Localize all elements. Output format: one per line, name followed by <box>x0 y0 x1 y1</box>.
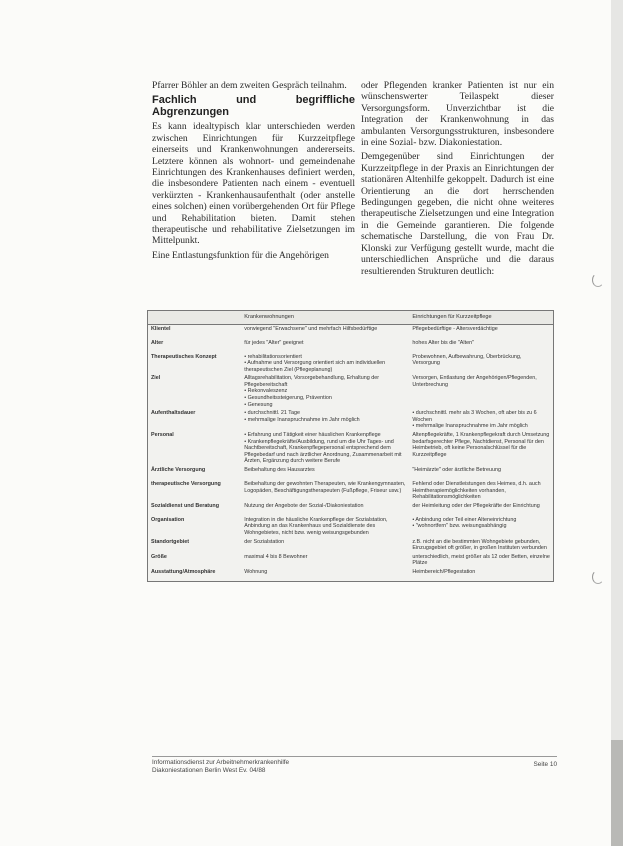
footer-publication: Informationsdienst zur Arbeitnehmerkrankenhilfe <box>152 759 290 766</box>
table-row <box>148 353 554 375</box>
row-label: Ziel <box>151 375 161 382</box>
cell-krankenwohnungen <box>241 466 409 480</box>
table-row <box>148 431 554 466</box>
table-row <box>148 502 554 516</box>
row-label: Klientel <box>151 326 171 332</box>
cell-line: • Anbindung oder Teil einer Alteneinrichtung <box>412 516 517 523</box>
table-row <box>148 568 554 582</box>
table-header-krankenwohnungen: Krankenwohnungen <box>241 311 409 325</box>
cell-krankenwohnungen <box>241 516 409 538</box>
cell-kurzzeitpflege <box>409 516 553 538</box>
cell-line: der Sozialstation <box>244 538 285 545</box>
cell-line: • Aufnahme und Versorgung orientiert sich am individuellen therapeutischen Ziel (Pflegeplanung) <box>244 360 386 373</box>
cell-line: der Heimleitung oder der Pflegekräfte der Einrichtung <box>412 502 540 509</box>
section-heading: Fachlich und begriffliche Abgrenzungen <box>152 94 355 119</box>
cell-krankenwohnungen <box>241 409 409 431</box>
left-text-column <box>152 80 355 264</box>
cell-krankenwohnungen <box>241 353 409 375</box>
cell-kurzzeitpflege <box>409 538 553 553</box>
cell-line: Alltagsrehabilitation, Vorsorgebehandlung, Erhaltung der Pflegebereitschaft <box>244 375 380 388</box>
cell-kurzzeitpflege <box>409 568 553 582</box>
cell-line: Heimbereich/Pflegestation <box>412 568 476 575</box>
table-row <box>148 339 554 353</box>
table-row <box>148 480 554 502</box>
cell-line: • durchschnittl. 21 Tage <box>244 410 300 417</box>
table-header-kurzzeitpflege: Einrichtungen für Kurzzeitpflege <box>409 311 553 325</box>
cell-line: • durchschnittl. mehr als 3 Wochen, oft aber bis zu 6 Wochen <box>412 410 537 423</box>
row-label: Standortgebiet <box>151 538 190 545</box>
row-label: Alter <box>151 339 164 346</box>
cell-kurzzeitpflege <box>409 353 553 375</box>
body-paragraph: Es kann idealtypisch klar unterschieden werden zwischen Einrichtungen für Kurzzeitpflege einerseits und Krankenwohnungen andererseits. Letztere können als wohnort- und gemeindenahe Einrichtungen des Krankenhauses definiert werden, die insbesondere Patienten nach einem - eventuell verkürzten - Krankenhausaufenthalt (oder anstelle eines solchen) einen vorübergehenden Ort für Pflege und Rehabilitation bieten. Damit stehen therapeutische und rehabilitative Zielsetzungen im Mittelpunkt. <box>152 121 355 247</box>
row-label: Ausstattung/Atmosphäre <box>151 568 216 575</box>
page-number: Seite 10 <box>533 761 557 768</box>
cell-line: • mehrmalige Inanspruchnahme im Jahr möglich <box>412 423 528 430</box>
cell-line: • Krankenpflegekräfte/Ausbildung, rund um die Uhr Tages- und Nachtbereitschaft, Krankenpflegepersonal entsprechend dem Pflegebedarf und nach ärztlicher Anordnung, Zusammenarbeit mit Ärzten, Ergänzung durch weitere Berufe <box>244 438 402 465</box>
table-row <box>148 553 554 568</box>
cell-line: Versorgen, Entlastung der Angehörigen/Pflegenden, Unterbrechung <box>412 375 537 388</box>
body-paragraph: oder Pflegenden kranker Patienten ist nur ein wünschenswerter Teilaspekt dieser Versorgungsform. Unverzichtbar ist die Integration der Krankenwohnung in das ambulanten Versorgungsstrukturen, insbesondere in eine Sozial- bzw. Diakoniestation. <box>361 80 554 149</box>
right-text-column <box>361 80 554 280</box>
cell-kurzzeitpflege <box>409 374 553 409</box>
body-paragraph: Demgegenüber sind Einrichtungen der Kurzzeitpflege in der Praxis an Einrichtungen der stationären Altenhilfe gekoppelt. Dadurch ist eine Orientierung an die dort herrschenden Bedingungen gegeben, die nicht ohne weiteres therapeutische Zielsetzungen und eine Integration in die Gemeinde garantieren. Die folgende schematische Darstellung, die von Frau Dr. Klonski zur Verfügung gestellt wurde, macht die unterschiedlichen Ansprüche und die daraus resultierenden Strukturen deutlich: <box>361 151 554 277</box>
cell-line: • Erfahrung und Tätigkeit einer häuslichen Krankenpflege <box>244 432 381 439</box>
row-label: Organisation <box>151 516 185 523</box>
cell-krankenwohnungen <box>241 568 409 582</box>
cell-line: vorwiegend "Erwachsene" und mehrfach Hilfsbedürftige <box>244 326 378 332</box>
cell-kurzzeitpflege <box>409 480 553 502</box>
cell-line: • Genesung <box>244 401 273 408</box>
page-footer <box>152 756 557 775</box>
comparison-table <box>147 310 554 582</box>
row-label: Aufenthaltsdauer <box>151 410 196 417</box>
table-row <box>148 409 554 431</box>
cell-krankenwohnungen <box>241 553 409 568</box>
row-label: Größe <box>151 553 167 560</box>
table-header-row <box>148 311 554 325</box>
cell-kurzzeitpflege <box>409 325 553 339</box>
footer-issue: Diakoniestationen Berlin West Ev. 04/88 <box>152 767 266 774</box>
cell-line: Probewohnen, Aufbewahrung, Überbrückung, Versorgung <box>412 353 522 367</box>
intro-paragraph: Pfarrer Böhler an dem zweiten Gespräch teilnahm. <box>152 80 347 91</box>
row-label: therapeutische Versorgung <box>151 481 221 487</box>
cell-line: Wohnung <box>244 568 268 575</box>
cell-kurzzeitpflege <box>409 466 553 480</box>
table-row <box>148 538 554 553</box>
punch-hole-mark <box>592 273 604 287</box>
cell-krankenwohnungen <box>241 431 409 466</box>
cell-line: Altenpflegekräfte, 1 Krankenpflegekraft durch Umsetzung bedarfsgerechter Pflege, Nachtdienst, Personal für den Heimbetrieb, oft keine Personalschlüssel für die Kurzzeitpflege <box>412 432 550 458</box>
cell-krankenwohnungen <box>241 538 409 553</box>
row-label: Ärztliche Versorgung <box>151 467 206 473</box>
cell-line: Integration in die häusliche Krankenpflege der Sozialstation, Anbindung an das Krankenhaus und Sozialdienste des Wohngebietes, nicht bzw. wenig weisungsgebunden <box>244 516 388 536</box>
cell-line: Beibehaltung der gewohnten Therapeuten, wie Krankengymnasten, Logopäden, Beschäftigungstherapeuten (Fußpflege, Friseur usw.) <box>244 481 406 494</box>
table-row <box>148 325 554 339</box>
row-label: Sozialdienst und Beratung <box>151 502 219 509</box>
cell-line: hohes Alter bis die "Alten" <box>412 339 475 346</box>
cell-line: Fehlend oder Dienstleistungen des Heimes, d.h. auch Heimtherapiemöglichkeiten vorhanden, Rehabilitationsmöglichkeiten <box>412 481 541 501</box>
cell-line: Beibehaltung des Hausarztes <box>244 467 315 473</box>
cell-line: • rehabilitationsorientiert <box>244 353 302 360</box>
cell-line: z.B. nicht an die bestimmten Wohngebiete gebunden, Einzugsgebiet oft größer, in großen Instituten verbunden <box>412 538 547 552</box>
cell-krankenwohnungen <box>241 374 409 409</box>
punch-hole-mark <box>592 570 604 584</box>
table-row <box>148 466 554 480</box>
row-label: Personal <box>151 432 174 439</box>
cell-line: Nutzung der Angebote der Sozial-/Diakoniestation <box>244 502 364 509</box>
scan-gutter <box>611 0 623 846</box>
cell-krankenwohnungen <box>241 480 409 502</box>
cell-kurzzeitpflege <box>409 431 553 466</box>
table-header-blank <box>148 311 242 325</box>
cell-kurzzeitpflege <box>409 553 553 568</box>
table-row <box>148 374 554 409</box>
cell-line: • Gesundheitssteigerung, Prävention <box>244 395 332 402</box>
body-paragraph-tail: Eine Entlastungsfunktion für die Angehörigen <box>152 249 329 261</box>
cell-krankenwohnungen <box>241 325 409 339</box>
cell-line: • "wohnortfern" bzw. weisungsabhängig <box>412 523 507 530</box>
cell-kurzzeitpflege <box>409 409 553 431</box>
table-row <box>148 516 554 538</box>
cell-kurzzeitpflege <box>409 502 553 516</box>
cell-line: • Rekonvaleszenz <box>244 388 288 395</box>
cell-line: maximal 4 bis 8 Bewohner <box>244 553 308 560</box>
cell-krankenwohnungen <box>241 339 409 353</box>
cell-line: unterschiedlich, meist größer als 12 oder Betten, einzelne Plätze <box>412 553 550 567</box>
scan-gutter-shadow <box>611 740 623 846</box>
cell-line: "Heimärzte" oder ärztliche Betreuung <box>412 467 501 473</box>
row-label: Therapeutisches Konzept <box>151 353 217 360</box>
cell-line: für jedes "Alter" geeignet <box>244 339 304 346</box>
cell-krankenwohnungen <box>241 502 409 516</box>
cell-line: • mehrmalige Inanspruchnahme im Jahr möglich <box>244 416 360 423</box>
cell-kurzzeitpflege <box>409 339 553 353</box>
cell-line: Pflegebedürftige - Altersverdächtige <box>412 326 498 332</box>
